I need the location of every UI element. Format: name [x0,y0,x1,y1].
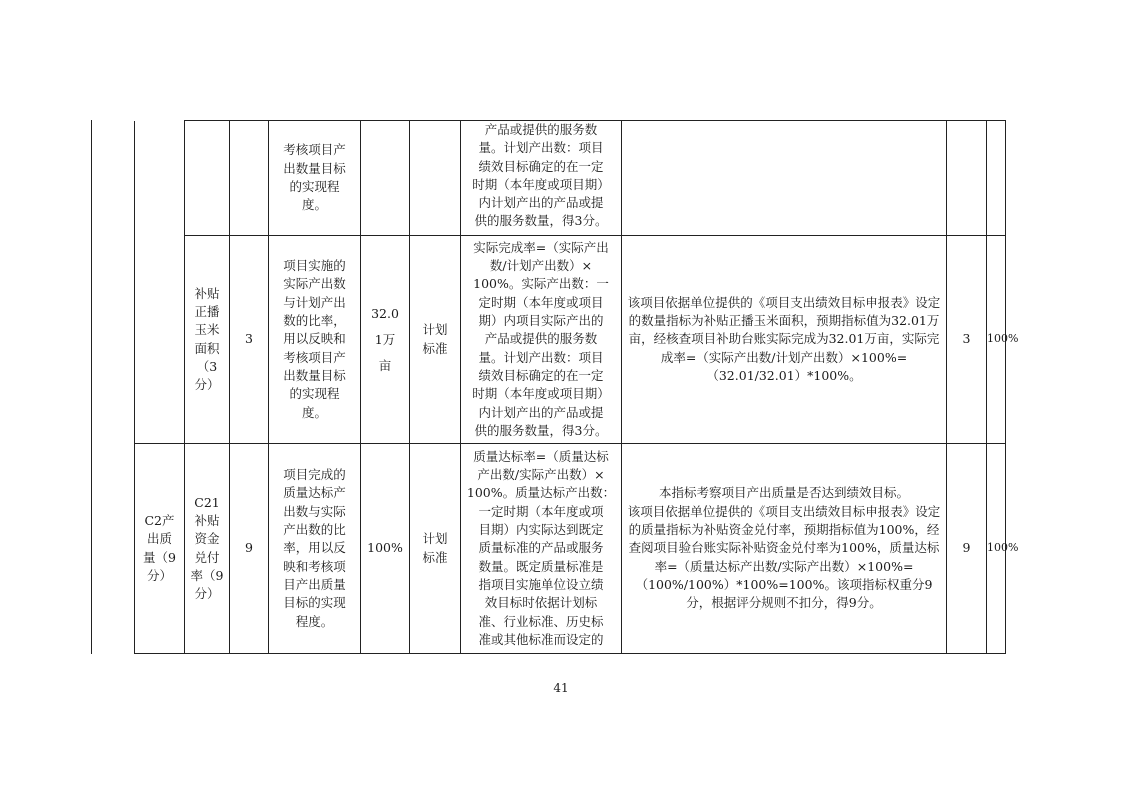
target-cell: 32.0 1万 亩 [361,236,410,444]
indicator-cell: C21 补贴 资金 兑付 率（9 分） [185,444,230,654]
method-cell: 质量达标率=（质量达标 产出数/实际产出数）× 100%。质量达标产出数： 一定时期（本年度或项 目期）内实际达到既定 质量标准的产品或服务 数量。既定质量标准是 指项目实施单位设立绩 效目标时依据计划标 准、行业标准、历史标 准或其他标准而设定的 [461,444,622,654]
table-row [135,236,1006,444]
assessment-lead: 本指标考察项目产出质量是否达到绩效目标。 [658,485,909,501]
indicator-cell [185,121,230,236]
score-cell: 3 [947,236,987,444]
left-margin-rule [91,120,92,654]
score-cell [947,121,987,236]
basis-cell: 计划 标准 [410,236,461,444]
table-row [135,121,1006,236]
assessment-cell: 该项目依据单位提供的《项目支出绩效目标申报表》设定的数量指标为补贴正播玉米面积，预期指标值为32.01万亩，经核查项目补助台账实际完成为32.01万亩，实际完成率=（实际产出数/计划产出数）×100%=（32.01/32.01）*100%。 [622,236,947,444]
target-cell [361,121,410,236]
weight-cell [230,121,269,236]
definition-cell: 项目实施的 实际产出数 与计划产出 数的比率， 用以反映和 考核项目产 出数量目标 的实现程 度。 [269,236,361,444]
assessment-cell: 本指标考察项目产出质量是否达到绩效目标。 该项目依据单位提供的《项目支出绩效目标申报表》设定的质量指标为补贴资金兑付率，预期指标值为100%，经查阅项目验台账实际补贴资金兑付率为100%，质量达标率=（质量达标产出数/实际产出数）×100%=（100%/100%）*100%=100%。该项指标权重分9分，根据评分规则不扣分，得9分。 [622,444,947,654]
target-cell: 100% [361,444,410,654]
score-cell: 9 [947,444,987,654]
method-cell: 实际完成率=（实际产出 数/计划产出数）× 100%。实际产出数：一 定时期（本年度或项目 期）内项目实际产出的 产品或提供的服务数 量。计划产出数：项目 绩效目标确定的在一定 时期（本年度或项目期） 内计划产出的产品或提 供的服务数量，得3分。 [461,236,622,444]
rate-cell [987,121,1006,236]
category-cell [135,121,185,444]
rate-cell: 100% [987,236,1006,444]
performance-evaluation-table [134,120,1019,654]
basis-cell [410,121,461,236]
weight-cell: 9 [230,444,269,654]
method-cell: 产品或提供的服务数 量。计划产出数：项目 绩效目标确定的在一定 时期（本年度或项目期） 内计划产出的产品或提 供的服务数量，得3分。 [461,121,622,236]
category-cell: C2产 出质 量（9 分） [135,444,185,654]
table-row [135,444,1006,654]
page-number: 41 [553,681,569,695]
indicator-cell: 补贴 正播 玉米 面积 （3 分） [185,236,230,444]
rate-cell: 100% [987,444,1006,654]
definition-cell: 项目完成的 质量达标产 出数与实际 产出数的比 率，用以反 映和考核项 目产出质量 目标的实现 程度。 [269,444,361,654]
definition-cell: 考核项目产 出数量目标 的实现程 度。 [269,121,361,236]
assessment-cell [622,121,947,236]
basis-cell: 计划 标准 [410,444,461,654]
weight-cell: 3 [230,236,269,444]
